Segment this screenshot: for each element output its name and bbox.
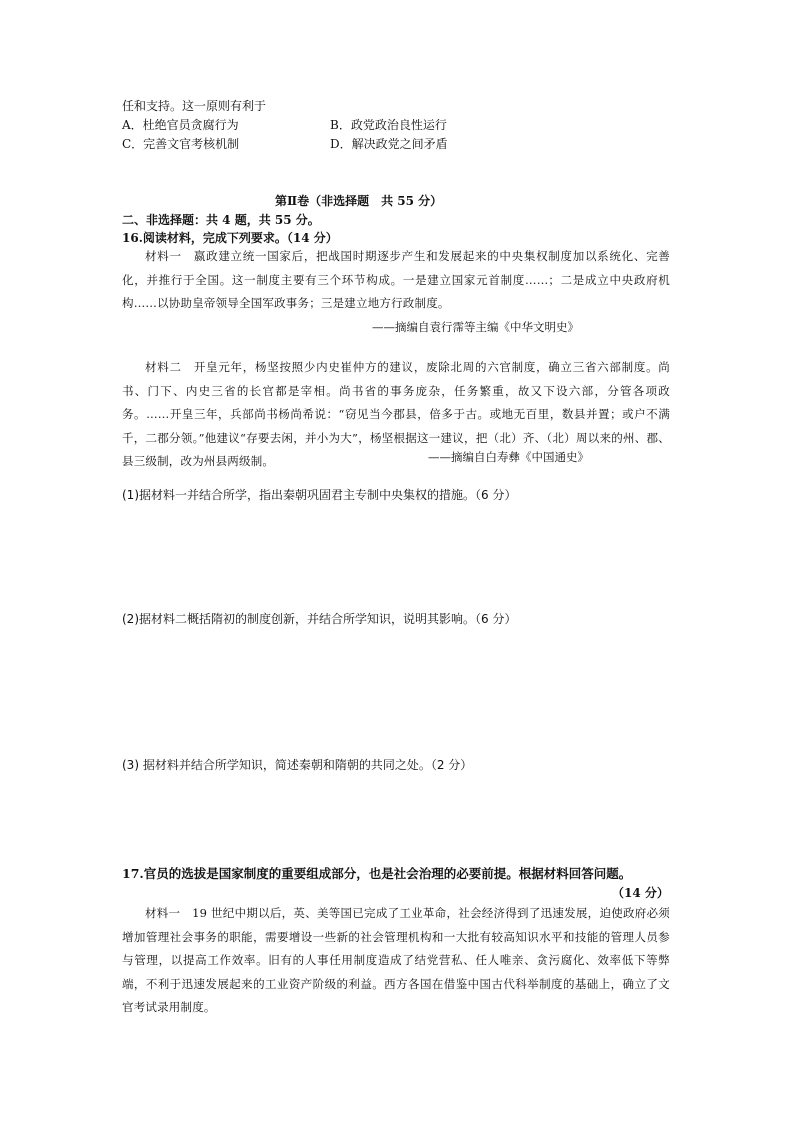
question-stem-tail: 任和支持。这一原则有利于 <box>122 99 267 113</box>
q17-header: 17.官员的选拔是国家制度的重要组成部分，也是社会治理的必要前提。根据材料回答问题。 <box>122 866 632 881</box>
option-c[interactable]: C．完善文官考核机制 <box>122 137 240 151</box>
q16-material-2: 材料二 开皇元年，杨坚按照少内史崔仲方的建议，废除北周的六官制度，确立三省六部制度。尚书、门下、内史三省的长官都是宰相。尚书省的事务庞杂，任务繁重，故又下设六部，分管各项政务。……开皇三年，兵部尚书杨尚希说：“窃见当今郡县，倍多于古。或地无百里，数县并置；或户不满千，二郡分领。”他建议“存要去闲，并小为大”，杨坚根据这一建议，把（北）齐、（北）周以来的州、郡、县三级制，改为州县两级制。 <box>122 360 670 468</box>
q16-subquestion-3: (3) 据材料并结合所学知识，简述秦朝和隋朝的共同之处。（2 分） <box>122 758 473 772</box>
section-title: 第Ⅱ卷（非选择题 共 55 分） <box>275 194 443 208</box>
q16-subquestion-2: (2)据材料二概括隋初的制度创新，并结合所学知识，说明其影响。（6 分） <box>122 612 517 626</box>
q16-material-1: 材料一 嬴政建立统一国家后，把战国时期逐步产生和发展起来的中央集权制度加以系统化、完善化，并推行于全国。这一制度主要有三个环节构成。一是建立国家元首制度……；二是成立中央政府机构……以协助皇帝领导全国军政事务；三是建立地方行政制度。 <box>122 249 670 310</box>
option-a[interactable]: A．杜绝官员贪腐行为 <box>122 118 239 132</box>
q16-source-2: ——摘编自白寿彝《中国通史》 <box>428 450 589 464</box>
option-b[interactable]: B．政党政治良性运行 <box>330 118 447 132</box>
option-d[interactable]: D．解决政党之间矛盾 <box>330 137 448 151</box>
q16-subquestion-1: (1)据材料一并结合所学，指出秦朝巩固君主专制中央集权的措施。（6 分） <box>122 488 517 502</box>
q16-header: 16.阅读材料，完成下列要求。（14 分） <box>122 231 338 245</box>
section-instruction: 二、非选择题：共 4 题，共 55 分。 <box>122 213 320 227</box>
q17-material-1: 材料一 19 世纪中期以后，英、美等国已完成了工业革命，社会经济得到了迅速发展，迫使政府必须增加管理社会事务的职能，需要增设一些新的社会管理机构和一大批有较高知识水平和技能的管理人员参与管理，以提高工作效率。旧有的人事任用制度造成了结党营私、任人唯亲、贪污腐化、效率低下等弊端，不利于迅速发展起来的工业资产阶级的利益。西方各国在借鉴中国古代科举制度的基础上，确立了文官考试录用制度。 <box>122 906 670 1014</box>
q16-source-1: ——摘编自袁行霈等主编《中华文明史》 <box>372 320 579 334</box>
q17-score: （14 分） <box>612 886 669 900</box>
